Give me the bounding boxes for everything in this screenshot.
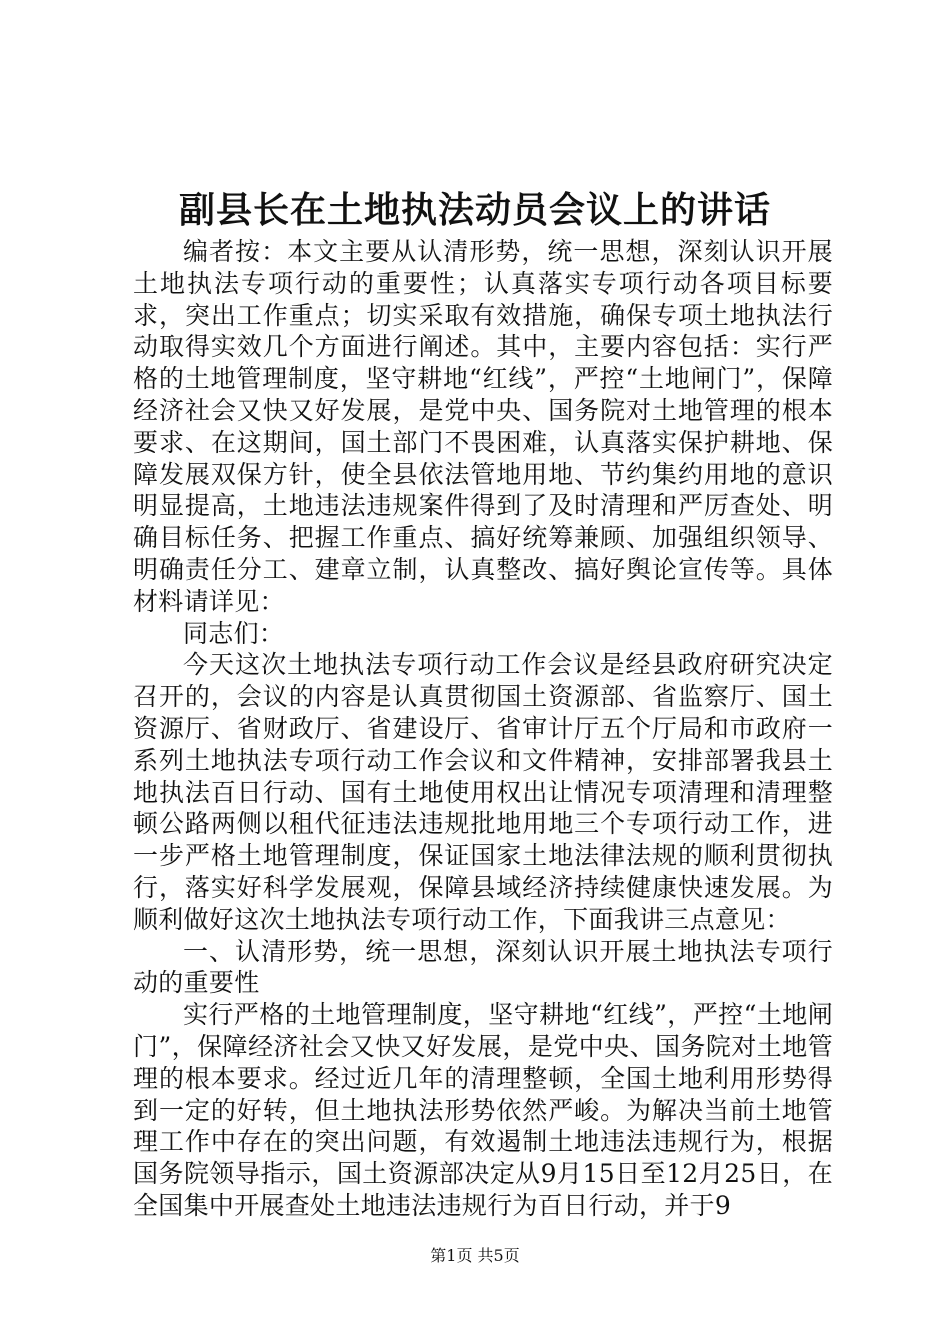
intro-paragraph: 今天这次土地执法专项行动工作会议是经县政府研究决定召开的，会议的内容是认真贯彻国土资源部、省监察厅、国土资源厅、省财政厅、省建设厅、省审计厅五个厅局和市政府一系列土地执法专项行动工作会议和文件精神，安排部署我县土地执法百日行动、国有土地使用权出让情况专项清理和清理整顿公路两侧以租代征违法违规批地用地三个专项行动工作，进一步严格土地管理制度，保证国家土地法律法规的顺利贯彻执行，落实好科学发展观，保障县域经济持续健康快速发展。为顺利做好这次土地执法专项行动工作，下面我讲三点意见：	[133, 650, 833, 934]
section-1-paragraph: 实行严格的土地管理制度，坚守耕地“红线”，严控“土地闸门”，保障经济社会又快又好发展，是党中央、国务院对土地管理的根本要求。经过近几年的清理整顿，全国土地利用形势得到一定的好转，但土地执法形势依然严峻。为解决当前土地管理工作中存在的突出问题，有效遏制土地违法违规行为，根据国务院领导指示，国土资源部决定从9月15日至12月25日，在全国集中开展查处土地违法违规行为百日行动，并于9	[133, 1000, 833, 1220]
salutation-paragraph: 同志们：	[183, 618, 285, 648]
document-body	[133, 236, 833, 1222]
page-footer: 第1页 共5页	[430, 1246, 520, 1265]
section-heading-1: 一、认清形势，统一思想，深刻认识开展土地执法专项行动的重要性	[133, 936, 833, 998]
page-title: 副县长在土地执法动员会议上的讲话	[178, 189, 771, 231]
editor-note-paragraph: 编者按：本文主要从认清形势，统一思想，深刻认识开展土地执法专项行动的重要性；认真落实专项行动各项目标要求，突出工作重点；切实采取有效措施，确保专项土地执法行动取得实效几个方面进行阐述。其中，主要内容包括：实行严格的土地管理制度，坚守耕地“红线”，严控“土地闸门”，保障经济社会又快又好发展，是党中央、国务院对土地管理的根本要求、在这期间，国土部门不畏困难，认真落实保护耕地、保障发展双保方针，使全县依法管地用地、节约集约用地的意识明显提高，土地违法违规案件得到了及时清理和严厉查处、明确目标任务、把握工作重点、搞好统筹兼顾、加强组织领导、明确责任分工、建章立制，认真整改、搞好舆论宣传等。具体材料请详见：	[133, 237, 833, 616]
